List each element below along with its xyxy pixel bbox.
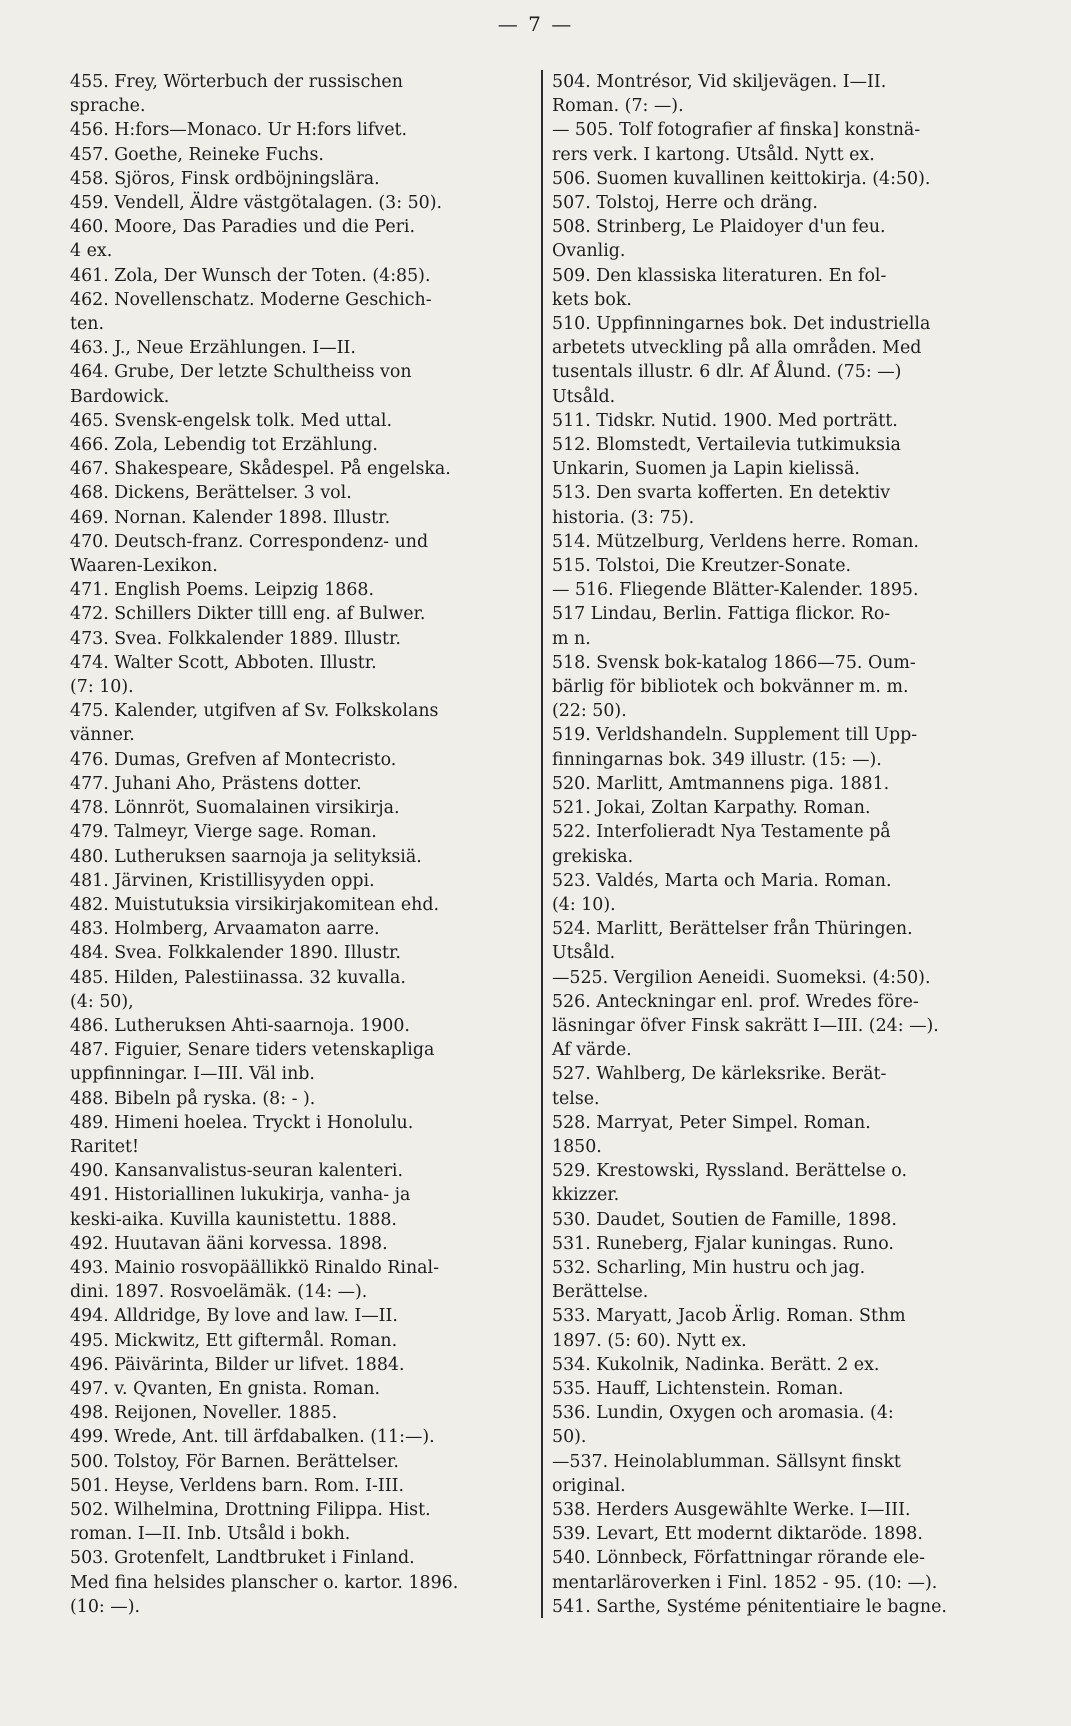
catalog-line: 477. Juhani Aho, Prästens dotter. [70,773,362,794]
catalog-line: ten. [70,314,105,335]
catalog-line: 480. Lutheruksen saarnoja ja selityksiä. [70,846,422,867]
catalog-line: 464. Grube, Der letzte Schultheiss von [70,362,412,383]
catalog-line: 1897. (5: 60). Nytt ex. [552,1330,747,1351]
catalog-line: 1850. [552,1136,602,1157]
catalog-line: —537. Heinolablumman. Sällsynt finskt [552,1451,901,1472]
catalog-line: kets bok. [552,289,632,310]
catalog-line: 462. Novellenschatz. Moderne Geschich- [70,289,432,310]
catalog-line: 459. Vendell, Äldre västgötalagen. (3: 50). [70,193,443,214]
catalog-line: 486. Lutheruksen Ahti-saarnoja. 1900. [70,1015,410,1036]
catalog-line: Bardowick. [70,386,170,407]
catalog-line: 472. Schillers Dikter tilll eng. af Bulwer. [70,604,426,625]
catalog-line: 508. Strinberg, Le Plaidoyer d'un feu. [552,217,886,238]
catalog-line: 494. Alldridge, By love and law. I—II. [70,1306,398,1327]
catalog-line: 510. Uppfinningarnes bok. Det industriella [552,314,931,335]
catalog-line: Unkarin, Suomen ja Lapin kielissä. [552,459,860,480]
catalog-line: mentarläroverken i Finl. 1852 - 95. (10: —). [552,1572,938,1593]
catalog-line: 476. Dumas, Grefven af Montecristo. [70,749,397,770]
catalog-line: Ovanlig. [552,241,626,262]
catalog-line: 458. Sjöros, Finsk ordböjningslära. [70,168,380,189]
catalog-line: 478. Lönnröt, Suomalainen virsikirja. [70,798,400,819]
catalog-line: 529. Krestowski, Ryssland. Berättelse o. [552,1161,907,1182]
catalog-line: 488. Bibeln på ryska. (8: - ). [70,1088,316,1109]
catalog-line: 538. Herders Ausgewählte Werke. I—III. [552,1499,911,1520]
catalog-line: uppfinningar. I—III. Väl inb. [70,1064,315,1085]
catalog-line: 540. Lönnbeck, Författningar rörande ele- [552,1548,926,1569]
catalog-line: —525. Vergilion Aeneidi. Suomeksi. (4:50). [552,967,931,988]
catalog-line: 463. J., Neue Erzählungen. I—II. [70,338,356,359]
catalog-line: finningarnas bok. 349 illustr. (15: —). [552,749,882,770]
catalog-line: 535. Hauff, Lichtenstein. Roman. [552,1378,844,1399]
catalog-line: (4: 10). [552,894,616,915]
catalog-line: tusentals illustr. 6 dlr. Af Ålund. (75: —) [552,362,902,383]
catalog-line: 528. Marryat, Peter Simpel. Roman. [552,1112,871,1133]
catalog-line: 504. Montrésor, Vid skiljevägen. I—II. [552,72,887,92]
catalog-line: 497. v. Qvanten, En gnista. Roman. [70,1378,381,1399]
catalog-line: 507. Tolstoj, Herre och dräng. [552,193,818,214]
catalog-line: 467. Shakespeare, Skådespel. På engelska. [70,459,451,480]
catalog-line: Raritet! [70,1136,139,1157]
catalog-line: 532. Scharling, Min hustru och jag. [552,1257,866,1278]
catalog-line: grekiska. [552,846,634,867]
catalog-line: 481. Järvinen, Kristillisyyden oppi. [70,870,375,891]
catalog-line: 4 ex. [70,241,113,262]
catalog-line: (7: 10). [70,677,134,698]
catalog-line: 502. Wilhelmina, Drottning Filippa. Hist. [70,1499,431,1520]
catalog-line: Utsåld. [552,386,616,407]
catalog-line: 531. Runeberg, Fjalar kuningas. Runo. [552,1233,894,1254]
catalog-line: 515. Tolstoi, Die Kreutzer-Sonate. [552,556,852,577]
column-divider [541,70,543,1618]
catalog-line: 466. Zola, Lebendig tot Erzählung. [70,435,378,456]
catalog-line: 527. Wahlberg, De kärleksrike. Berät- [552,1064,887,1085]
catalog-line: — 505. Tolf fotografier af finska] konstnä- [552,120,921,141]
catalog-line: Af värde. [552,1040,632,1061]
right-column [552,70,1014,1619]
catalog-line: 455. Frey, Wörterbuch der russischen [70,72,403,92]
catalog-line: 460. Moore, Das Paradies und die Peri. [70,217,416,238]
catalog-line: 530. Daudet, Soutien de Famille, 1898. [552,1209,897,1230]
catalog-line: 470. Deutsch-franz. Correspondenz- und [70,531,429,552]
catalog-line: 465. Svensk-engelsk tolk. Med uttal. [70,410,392,431]
catalog-line: 468. Dickens, Berättelser. 3 vol. [70,483,352,504]
catalog-line: rers verk. I kartong. Utsåld. Nytt ex. [552,144,875,165]
catalog-line: Roman. (7: —). [552,96,684,117]
catalog-line: Berättelse. [552,1282,649,1303]
catalog-line: 503. Grotenfelt, Landtbruket i Finland. [70,1548,415,1569]
catalog-line: 500. Tolstoy, För Barnen. Berättelser. [70,1451,399,1472]
catalog-line: 456. H:fors—Monaco. Ur H:fors lifvet. [70,120,408,141]
catalog-line: m n. [552,628,591,649]
catalog-line: 489. Himeni hoelea. Tryckt i Honolulu. [70,1112,414,1133]
catalog-line: Med fina helsides planscher o. kartor. 1896. [70,1572,459,1593]
page-number: — 7 — [497,12,574,36]
catalog-line: Waaren-Lexikon. [70,556,218,577]
catalog-line: 461. Zola, Der Wunsch der Toten. (4:85). [70,265,431,286]
left-column [70,70,532,1619]
catalog-line: 469. Nornan. Kalender 1898. Illustr. [70,507,391,528]
catalog-line: 492. Huutavan ääni korvessa. 1898. [70,1233,388,1254]
catalog-line: 493. Mainio rosvopäällikkö Rinaldo Rinal- [70,1257,439,1278]
catalog-line: 491. Historiallinen lukukirja, vanha- ja [70,1185,411,1206]
catalog-line: 514. Mützelburg, Verldens herre. Roman. [552,531,919,552]
catalog-line: roman. I—II. Inb. Utsåld i bokh. [70,1524,351,1545]
catalog-line: 482. Muistutuksia virsikirjakomitean ehd. [70,894,439,915]
catalog-line: 479. Talmeyr, Vierge sage. Roman. [70,822,377,843]
catalog-line: 518. Svensk bok-katalog 1866—75. Oum- [552,652,916,673]
catalog-line: 501. Heyse, Verldens barn. Rom. I-III. [70,1475,405,1496]
catalog-line: 521. Jokai, Zoltan Karpathy. Roman. [552,798,871,819]
catalog-line: 485. Hilden, Palestiinassa. 32 kuvalla. [70,967,406,988]
catalog-line: 475. Kalender, utgifven af Sv. Folkskolans [70,701,439,722]
catalog-line: 495. Mickwitz, Ett giftermål. Roman. [70,1330,398,1351]
catalog-line: 519. Verldshandeln. Supplement till Upp- [552,725,918,746]
catalog-line: 474. Walter Scott, Abboten. Illustr. [70,652,377,673]
catalog-line: 511. Tidskr. Nutid. 1900. Med porträtt. [552,410,898,431]
catalog-line: 522. Interfolieradt Nya Testamente på [552,822,891,843]
catalog-line: 539. Levart, Ett modernt diktaröde. 1898. [552,1524,923,1545]
catalog-line: 498. Reijonen, Noveller. 1885. [70,1403,338,1424]
catalog-line: 471. English Poems. Leipzig 1868. [70,580,374,601]
catalog-line: (10: —). [70,1596,141,1617]
catalog-line: 520. Marlitt, Amtmannens piga. 1881. [552,773,890,794]
catalog-line: 483. Holmberg, Arvaamaton aarre. [70,919,380,940]
catalog-line: 50). [552,1427,587,1448]
catalog-line: (4: 50), [70,991,134,1012]
catalog-line: Utsåld. [552,943,616,964]
catalog-line: kkizzer. [552,1185,620,1206]
catalog-line: 536. Lundin, Oxygen och aromasia. (4: [552,1403,894,1424]
catalog-line: 517 Lindau, Berlin. Fattiga flickor. Ro- [552,604,891,625]
catalog-line: 534. Kukolnik, Nadinka. Berätt. 2 ex. [552,1354,880,1375]
catalog-line: läsningar öfver Finsk sakrätt I—III. (24: —). [552,1015,939,1036]
catalog-line: 487. Figuier, Senare tiders vetenskapliga [70,1040,435,1061]
catalog-line: 473. Svea. Folkkalender 1889. Illustr. [70,628,401,649]
catalog-line: arbetets utveckling på alla områden. Med [552,338,922,359]
catalog-line: 526. Anteckningar enl. prof. Wredes före- [552,991,919,1012]
catalog-line: 512. Blomstedt, Vertailevia tutkimuksia [552,435,901,456]
catalog-line: historia. (3: 75). [552,507,695,528]
catalog-line: 499. Wrede, Ant. till ärfdabalken. (11:—). [70,1427,435,1448]
catalog-line: 533. Maryatt, Jacob Ärlig. Roman. Sthm [552,1306,906,1327]
catalog-line: telse. [552,1088,600,1109]
catalog-line: keski-aika. Kuvilla kaunistettu. 1888. [70,1209,397,1230]
catalog-line: 541. Sarthe, Systéme pénitentiaire le bagne. [552,1596,947,1617]
catalog-line: sprache. [70,96,146,117]
catalog-line: 523. Valdés, Marta och Maria. Roman. [552,870,892,891]
catalog-line: 513. Den svarta kofferten. En detektiv [552,483,891,504]
catalog-line: 484. Svea. Folkkalender 1890. Illustr. [70,943,401,964]
catalog-line: 509. Den klassiska literaturen. En fol- [552,265,887,286]
catalog-line: original. [552,1475,626,1496]
catalog-line: 524. Marlitt, Berättelser från Thüringen. [552,919,913,940]
catalog-line: (22: 50). [552,701,627,722]
catalog-line: — 516. Fliegende Blätter-Kalender. 1895. [552,580,919,601]
catalog-line: dini. 1897. Rosvoelämäk. (14: —). [70,1282,368,1303]
catalog-line: 457. Goethe, Reineke Fuchs. [70,144,324,165]
catalog-line: vänner. [70,725,135,746]
catalog-line: bärlig för bibliotek och bokvänner m. m. [552,677,909,698]
catalog-line: 496. Päivärinta, Bilder ur lifvet. 1884. [70,1354,405,1375]
catalog-line: 490. Kansanvalistus-seuran kalenteri. [70,1161,404,1182]
catalog-line: 506. Suomen kuvallinen keittokirja. (4:50). [552,168,931,189]
